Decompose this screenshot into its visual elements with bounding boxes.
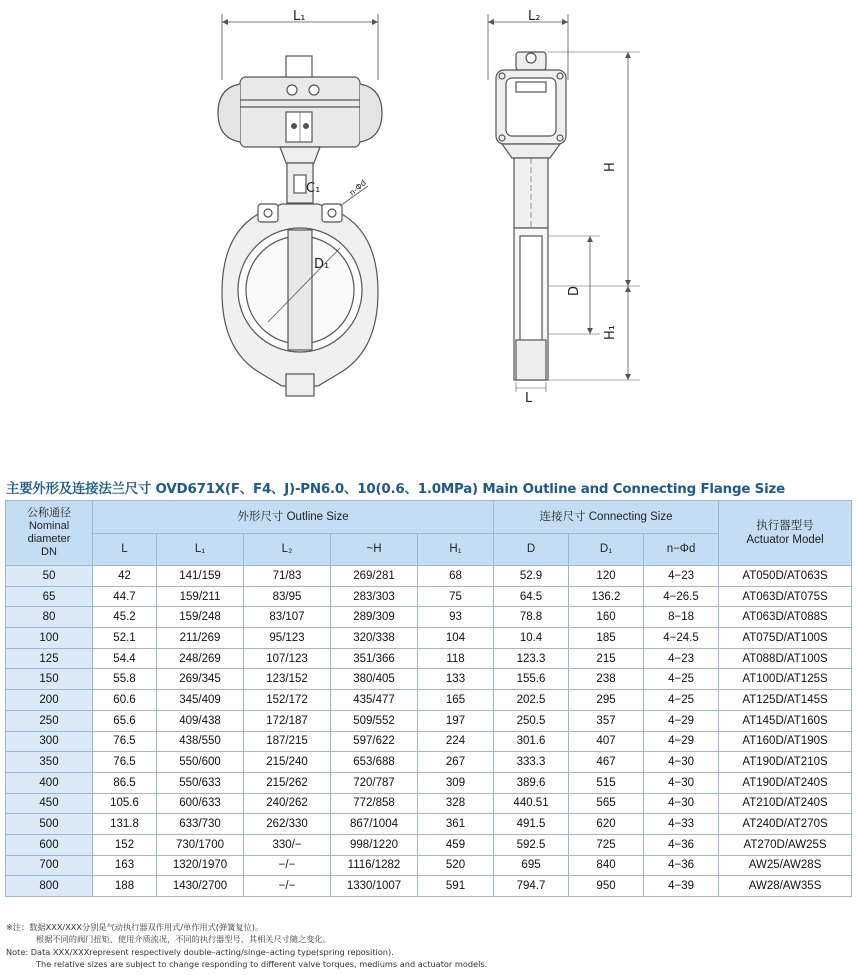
label-L1: L₁: [293, 9, 306, 24]
table-cell: 4−36: [644, 834, 719, 855]
table-cell: 4−23: [644, 648, 719, 669]
table-cell: 840: [569, 855, 644, 876]
table-cell: 160: [569, 607, 644, 628]
table-row: [6, 648, 852, 669]
table-cell: 269/281: [331, 566, 418, 587]
cell-actuator: AT270D/AW25S: [719, 834, 852, 855]
table-cell: 211/269: [157, 628, 244, 649]
table-cell: 123.3: [494, 648, 569, 669]
table-cell: 459: [418, 834, 494, 855]
table-cell: 998/1220: [331, 834, 418, 855]
table-cell: 152: [93, 834, 157, 855]
cell-actuator: AT063D/AT075S: [719, 586, 852, 607]
table-cell: 591: [418, 876, 494, 897]
table-cell: 4−24.5: [644, 628, 719, 649]
table-cell: 224: [418, 731, 494, 752]
cell-dn: 800: [6, 876, 93, 897]
table-cell: 172/187: [244, 710, 331, 731]
table-cell: 620: [569, 814, 644, 835]
table-cell: 289/309: [331, 607, 418, 628]
table-cell: 68: [418, 566, 494, 587]
table-cell: 10.4: [494, 628, 569, 649]
note-cn-1: ※注：数据XXX/XXX分别是气动执行器双作用式/单作用式(弹簧复位)。: [6, 922, 264, 932]
col-header: L₁: [157, 534, 244, 566]
table-cell: 250.5: [494, 710, 569, 731]
valve-technical-drawing: [0, 0, 856, 470]
table-cell: 467: [569, 752, 644, 773]
table-cell: 4−30: [644, 793, 719, 814]
cell-dn: 350: [6, 752, 93, 773]
label-L2: L₂: [528, 9, 541, 24]
label-C1: C₁: [306, 181, 321, 196]
table-row: [6, 566, 852, 587]
col-header: D: [494, 534, 569, 566]
cell-actuator: AT190D/AT240S: [719, 772, 852, 793]
table-cell: 45.2: [93, 607, 157, 628]
table-cell: 1430/2700: [157, 876, 244, 897]
col-header: L₂: [244, 534, 331, 566]
table-row: [6, 752, 852, 773]
header-dn-en3: DN: [41, 546, 57, 558]
table-cell: 64.5: [494, 586, 569, 607]
cell-actuator: AW25/AW28S: [719, 855, 852, 876]
note-cn-2: 根据不同的阀门扭矩、使用介质流况，不同的执行器型号，其相关尺寸随之变化。: [36, 934, 331, 945]
table-cell: 730/1700: [157, 834, 244, 855]
table-cell: 83/95: [244, 586, 331, 607]
table-cell: 159/248: [157, 607, 244, 628]
table-cell: 83/107: [244, 607, 331, 628]
table-cell: 435/477: [331, 690, 418, 711]
header-dn-en1: Nominal: [28, 520, 70, 532]
table-row: [6, 628, 852, 649]
table-cell: −/−: [244, 876, 331, 897]
table-cell: 633/730: [157, 814, 244, 835]
table-cell: 515: [569, 772, 644, 793]
cell-actuator: AT240D/AT270S: [719, 814, 852, 835]
table-cell: 4−26.5: [644, 586, 719, 607]
header-dn-en2: diameter: [27, 533, 71, 545]
table-cell: 120: [569, 566, 644, 587]
footnotes: [6, 921, 854, 970]
table-cell: 52.1: [93, 628, 157, 649]
table-row: [6, 710, 852, 731]
label-nphid: n-Φd: [347, 178, 369, 198]
header-actuator-en: Actuator Model: [746, 534, 824, 546]
table-cell: 4−25: [644, 669, 719, 690]
cell-actuator: AT075D/AT100S: [719, 628, 852, 649]
table-cell: 407: [569, 731, 644, 752]
cell-actuator: AT190D/AT210S: [719, 752, 852, 773]
table-cell: 267: [418, 752, 494, 773]
cell-dn: 100: [6, 628, 93, 649]
table-cell: 867/1004: [331, 814, 418, 835]
cell-actuator: AT210D/AT240S: [719, 793, 852, 814]
table-row: [6, 586, 852, 607]
table-cell: 93: [418, 607, 494, 628]
outline-flange-size-table: [5, 500, 852, 897]
table-cell: 262/330: [244, 814, 331, 835]
col-header: ~H: [331, 534, 418, 566]
table-cell: 4−33: [644, 814, 719, 835]
col-header: n−Φd: [644, 534, 719, 566]
table-cell: 248/269: [157, 648, 244, 669]
table-cell: 409/438: [157, 710, 244, 731]
table-row: [6, 793, 852, 814]
table-cell: 202.5: [494, 690, 569, 711]
header-outline-size: 外形尺寸 Outline Size: [93, 501, 494, 534]
table-row: [6, 834, 852, 855]
table-row: [6, 690, 852, 711]
cell-dn: 80: [6, 607, 93, 628]
table-cell: 71/83: [244, 566, 331, 587]
note-en-1: Note: Data XXX/XXXrepresent respectively double–acting/singe–acting type(spring reposition).: [6, 946, 394, 957]
col-header: L: [93, 534, 157, 566]
table-cell: 133: [418, 669, 494, 690]
table-cell: 333.3: [494, 752, 569, 773]
label-L: L: [525, 391, 533, 406]
header-connecting-size: 连接尺寸 Connecting Size: [494, 501, 719, 534]
table-cell: 118: [418, 648, 494, 669]
table-cell: 104: [418, 628, 494, 649]
table-cell: 653/688: [331, 752, 418, 773]
col-header: H₁: [418, 534, 494, 566]
table-cell: 4−29: [644, 731, 719, 752]
cell-dn: 250: [6, 710, 93, 731]
table-cell: 215/262: [244, 772, 331, 793]
table-cell: 4−23: [644, 566, 719, 587]
table-cell: 86.5: [93, 772, 157, 793]
cell-actuator: AT088D/AT100S: [719, 648, 852, 669]
table-cell: 65.6: [93, 710, 157, 731]
table-cell: 152/172: [244, 690, 331, 711]
table-cell: 95/123: [244, 628, 331, 649]
table-cell: 8−18: [644, 607, 719, 628]
table-cell: 197: [418, 710, 494, 731]
note-en-2: The relative sizes are subject to change responding to different valve torques, mediums and actuator models.: [36, 958, 488, 969]
table-cell: 772/858: [331, 793, 418, 814]
table-cell: −/−: [244, 855, 331, 876]
table-cell: 695: [494, 855, 569, 876]
table-cell: 361: [418, 814, 494, 835]
table-cell: 187/215: [244, 731, 331, 752]
table-cell: 550/633: [157, 772, 244, 793]
cell-actuator: AT160D/AT190S: [719, 731, 852, 752]
table-cell: 491.5: [494, 814, 569, 835]
table-cell: 309: [418, 772, 494, 793]
table-cell: 163: [93, 855, 157, 876]
table-cell: 1330/1007: [331, 876, 418, 897]
cell-actuator: AT063D/AT088S: [719, 607, 852, 628]
table-cell: 950: [569, 876, 644, 897]
table-cell: 509/552: [331, 710, 418, 731]
side-view: [488, 9, 640, 406]
table-row: [6, 731, 852, 752]
cell-dn: 200: [6, 690, 93, 711]
table-row: [6, 607, 852, 628]
cell-dn: 500: [6, 814, 93, 835]
table-cell: 188: [93, 876, 157, 897]
table-cell: 155.6: [494, 669, 569, 690]
table-cell: 4−29: [644, 710, 719, 731]
cell-actuator: AT100D/AT125S: [719, 669, 852, 690]
table-cell: 295: [569, 690, 644, 711]
header-actuator-cn: 执行器型号: [756, 520, 814, 532]
table-cell: 357: [569, 710, 644, 731]
front-view: [218, 9, 382, 396]
cell-dn: 700: [6, 855, 93, 876]
cell-dn: 400: [6, 772, 93, 793]
table-cell: 1320/1970: [157, 855, 244, 876]
label-H: H: [603, 162, 618, 172]
cell-actuator: AW28/AW35S: [719, 876, 852, 897]
table-cell: 4−25: [644, 690, 719, 711]
cell-dn: 600: [6, 834, 93, 855]
table-cell: 159/211: [157, 586, 244, 607]
table-cell: 123/152: [244, 669, 331, 690]
table-cell: 328: [418, 793, 494, 814]
table-cell: 54.4: [93, 648, 157, 669]
table-cell: 597/622: [331, 731, 418, 752]
header-dn-cn: 公称通径: [27, 507, 71, 519]
col-header: D₁: [569, 534, 644, 566]
table-cell: 215/240: [244, 752, 331, 773]
table-cell: 440.51: [494, 793, 569, 814]
table-cell: 4−39: [644, 876, 719, 897]
table-cell: 600/633: [157, 793, 244, 814]
table-cell: 520: [418, 855, 494, 876]
table-cell: 44.7: [93, 586, 157, 607]
table-cell: 4−36: [644, 855, 719, 876]
cell-dn: 300: [6, 731, 93, 752]
header-actuator-model: [719, 501, 852, 566]
header-nominal-diameter: [6, 501, 93, 566]
table-cell: 215: [569, 648, 644, 669]
table-row: [6, 876, 852, 897]
table-cell: 380/405: [331, 669, 418, 690]
table-cell: 107/123: [244, 648, 331, 669]
table-cell: 1116/1282: [331, 855, 418, 876]
table-cell: 269/345: [157, 669, 244, 690]
table-cell: 725: [569, 834, 644, 855]
cell-actuator: AT125D/AT145S: [719, 690, 852, 711]
table-cell: 76.5: [93, 752, 157, 773]
table-cell: 131.8: [93, 814, 157, 835]
cell-dn: 450: [6, 793, 93, 814]
table-cell: 4−30: [644, 752, 719, 773]
table-cell: 301.6: [494, 731, 569, 752]
table-row: [6, 669, 852, 690]
table-body: [6, 566, 852, 897]
table-title: 主要外形及连接法兰尺寸 OVD671X(F、F4、J)-PN6.0、10(0.6、1.0MPa) Main Outline and Connecting Flange Size: [6, 482, 785, 497]
label-D: D: [567, 285, 582, 296]
table-cell: 4−30: [644, 772, 719, 793]
table-cell: 136.2: [569, 586, 644, 607]
table-cell: 240/262: [244, 793, 331, 814]
table-cell: 75: [418, 586, 494, 607]
cell-dn: 50: [6, 566, 93, 587]
table-cell: 283/303: [331, 586, 418, 607]
table-cell: 592.5: [494, 834, 569, 855]
cell-dn: 65: [6, 586, 93, 607]
table-cell: 238: [569, 669, 644, 690]
table-cell: 105.6: [93, 793, 157, 814]
table-cell: 141/159: [157, 566, 244, 587]
cell-dn: 125: [6, 648, 93, 669]
table-row: [6, 855, 852, 876]
table-cell: 351/366: [331, 648, 418, 669]
table-cell: 550/600: [157, 752, 244, 773]
cell-actuator: AT050D/AT063S: [719, 566, 852, 587]
table-cell: 55.8: [93, 669, 157, 690]
table-cell: 330/−: [244, 834, 331, 855]
table-cell: 185: [569, 628, 644, 649]
label-H1: H₁: [603, 325, 618, 340]
table-cell: 52.9: [494, 566, 569, 587]
table-row: [6, 772, 852, 793]
table-cell: 565: [569, 793, 644, 814]
table-cell: 794.7: [494, 876, 569, 897]
table-cell: 165: [418, 690, 494, 711]
table-cell: 76.5: [93, 731, 157, 752]
table-cell: 438/550: [157, 731, 244, 752]
table-cell: 42: [93, 566, 157, 587]
cell-dn: 150: [6, 669, 93, 690]
cell-actuator: AT145D/AT160S: [719, 710, 852, 731]
table-cell: 78.8: [494, 607, 569, 628]
table-cell: 320/338: [331, 628, 418, 649]
table-row: [6, 814, 852, 835]
table-cell: 345/409: [157, 690, 244, 711]
label-D1: D₁: [314, 257, 330, 272]
table-cell: 389.6: [494, 772, 569, 793]
table-cell: 720/787: [331, 772, 418, 793]
table-cell: 60.6: [93, 690, 157, 711]
